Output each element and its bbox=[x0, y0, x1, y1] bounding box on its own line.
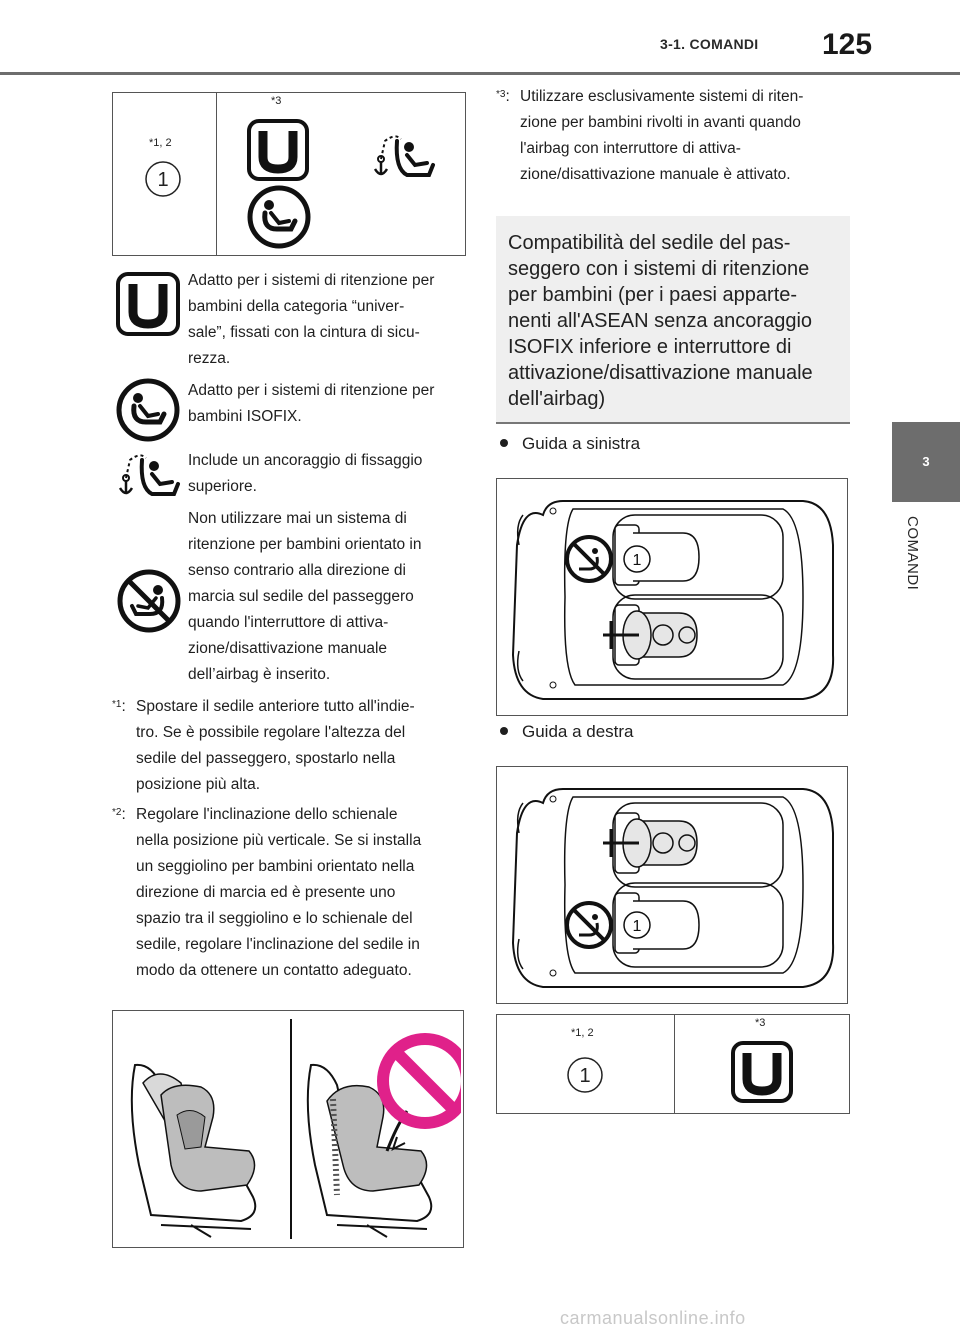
top-tether-anchor-icon bbox=[116, 450, 182, 500]
no-rear-facing-seat-icon bbox=[116, 568, 182, 634]
bullet-left-drive-text: Guida a sinistra bbox=[522, 434, 641, 453]
seat-number-icon bbox=[565, 1055, 605, 1095]
compatibility-heading bbox=[496, 216, 850, 424]
seat-number-text: 1 bbox=[579, 1065, 591, 1087]
table-note-3: *3 bbox=[755, 1017, 766, 1029]
universal-u-icon bbox=[247, 119, 309, 181]
footnote-3: $^{*3}$: Utilizzare esclusivamente sistemi di riten- zione per bambini rivolti in avanti quando l'airbag con interruttore di attiva- zione/disattivazione manuale è attivato. bbox=[496, 84, 856, 194]
isofix-seat-icon bbox=[247, 185, 311, 249]
bullet-right-drive bbox=[500, 722, 634, 742]
car-diagram-left-drive bbox=[496, 478, 848, 716]
header-rule bbox=[0, 72, 960, 75]
seat-number-text: 1 bbox=[157, 169, 169, 191]
legend-universal-text: Adatto per i sistemi di ritenzione per bambini della categoria “univer- sale”, fissati con la cintura di sicu- rezza. bbox=[188, 272, 435, 367]
table-note-3: *3 bbox=[271, 95, 282, 107]
seat-number-text: 1 bbox=[632, 552, 642, 569]
footnote-marker: $^{*2}$: bbox=[112, 806, 126, 823]
footnote-1: $^{*1}$: Spostare il sedile anteriore tutto all'indie- tro. Se è possibile regolare l'altezza del sedile del passeggero, spostarlo nella posizione più alta. bbox=[112, 694, 472, 804]
table-note-1-2: *1, 2 bbox=[571, 1027, 594, 1039]
page-number: 125 bbox=[822, 28, 873, 61]
car-diagram-right-drive bbox=[496, 766, 848, 1004]
chapter-tab[interactable]: 3 bbox=[892, 422, 960, 502]
legend-rear-facing-text: Non utilizzare mai un sistema di ritenzione per bambini orientato in senso contrario alla direzione di marcia sul sedile del passeggero quando l'interruttore di attiva- zione/disattivazione manuale dell’airbag è inserito. bbox=[188, 510, 422, 683]
top-tether-anchor-icon bbox=[371, 129, 439, 181]
legend-anchor-text: Include un ancoraggio di fissaggio superiore. bbox=[188, 452, 423, 495]
legend-isofix-text: Adatto per i sistemi di ritenzione per bambini ISOFIX. bbox=[188, 382, 435, 425]
footnote-marker: $^{*1}$: bbox=[112, 698, 126, 715]
seat-number-text: 1 bbox=[632, 918, 642, 935]
reclined-seat-illustration bbox=[297, 1025, 461, 1243]
bullet-left-drive bbox=[500, 434, 640, 454]
compatibility-table-top bbox=[112, 92, 466, 256]
universal-u-icon bbox=[116, 272, 180, 336]
upright-seat-illustration bbox=[121, 1025, 287, 1243]
seat-number-icon bbox=[143, 159, 183, 199]
footnote-2: $^{*2}$: Regolare l'inclinazione dello schienale nella posizione più verticale. Se si installa un seggiolino per bambini orientato nella direzione di marcia ed è presente uno spazio tra il seggiolino e lo schienale del sedile, regolare l'inclinazione del sedile in modo da ottenere un contatto adeguato. bbox=[112, 802, 472, 992]
bullet-right-drive-text: Guida a destra bbox=[522, 722, 634, 741]
compatibility-table-bottom bbox=[496, 1014, 850, 1114]
isofix-seat-icon bbox=[116, 378, 180, 442]
chapter-label-text: COMANDI bbox=[904, 516, 921, 591]
section-title: 3-1. COMANDI bbox=[660, 36, 759, 52]
chapter-label bbox=[904, 516, 924, 616]
watermark: carmanualsonline.info bbox=[560, 1308, 746, 1328]
seat-recline-figure bbox=[112, 1010, 464, 1248]
table-note-1-2: *1, 2 bbox=[149, 137, 172, 149]
compatibility-heading-text: Compatibilità del sedile del pas- seggero con i sistemi di ritenzione per bambini (per i paesi apparte- nenti all'ASEAN senza ancoraggio ISOFIX inferiore e interruttore di attivazione/disattivazione manuale dell'airbag) bbox=[508, 232, 813, 410]
footnote-marker: $^{*3}$: bbox=[496, 88, 510, 105]
universal-u-icon bbox=[731, 1041, 793, 1103]
